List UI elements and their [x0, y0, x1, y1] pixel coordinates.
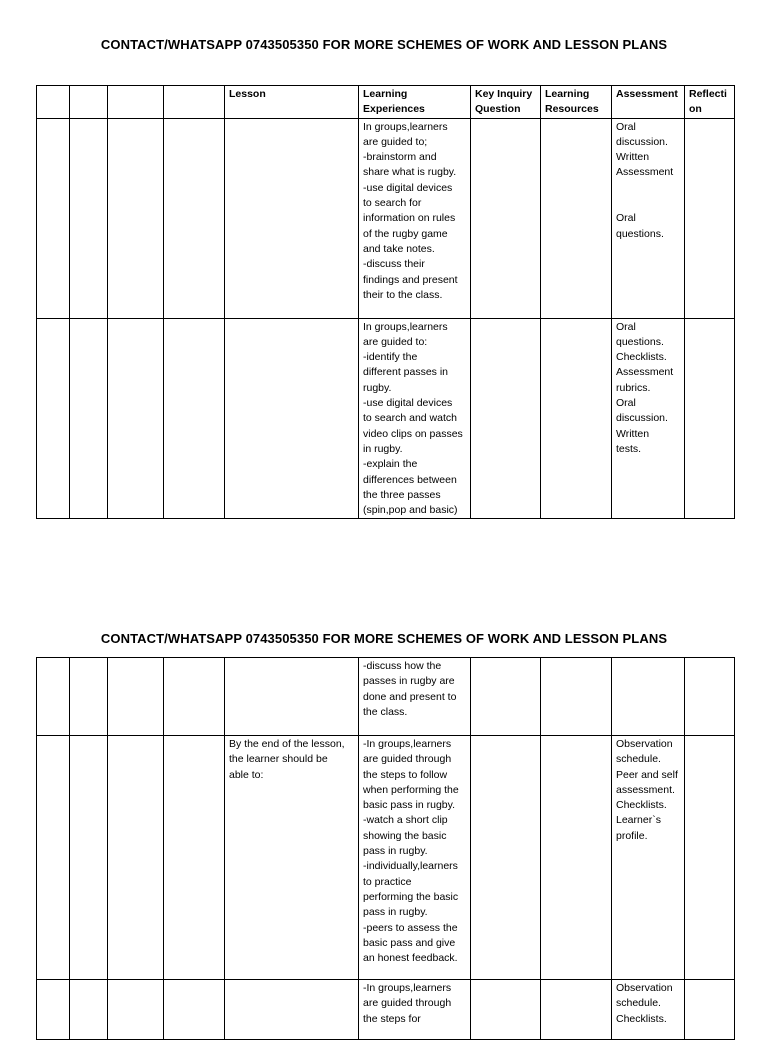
- header-cell-empty: [108, 86, 164, 119]
- learning-resources-cell: [541, 318, 612, 519]
- key-inquiry-cell: [471, 736, 541, 980]
- learning-experiences-cell: -In groups,learners are guided through the steps to follow when performing the basic pass in rugby. -watch a short clip showing the basic pass in rugby. -individually,learners to practice performing the basic pass in rugby. -peers to assess the basic pass and give an honest feedback.: [359, 736, 471, 980]
- header-cell-empty: [164, 86, 225, 119]
- lesson-cell: [225, 980, 359, 1040]
- scheme-table-page-2: [36, 657, 735, 1040]
- header-learning-experiences: Learning Experiences: [359, 86, 471, 119]
- table-row: [37, 118, 735, 318]
- key-inquiry-cell: [471, 318, 541, 519]
- reflection-cell: [685, 658, 735, 736]
- reflection-cell: [685, 980, 735, 1040]
- header-key-inquiry-question: Key Inquiry Question: [471, 86, 541, 119]
- learning-resources-cell: [541, 980, 612, 1040]
- key-inquiry-cell: [471, 118, 541, 318]
- learning-experiences-cell: In groups,learners are guided to: -identify the different passes in rugby. -use digital devices to search and watch video clips on passes in rugby. -explain the differences between the three passes (spin,pop and basic): [359, 318, 471, 519]
- header-reflection: Reflecti on: [685, 86, 735, 119]
- table-row: [37, 736, 735, 980]
- assessment-cell: Oral discussion. Written Assessment Oral questions.: [612, 118, 685, 318]
- header-lesson: Lesson: [225, 86, 359, 119]
- reflection-cell: [685, 736, 735, 980]
- learning-resources-cell: [541, 658, 612, 736]
- learning-experiences-cell: -discuss how the passes in rugby are done and present to the class.: [359, 658, 471, 736]
- learning-resources-cell: [541, 736, 612, 980]
- table-header-row: [37, 86, 735, 119]
- lesson-cell: By the end of the lesson, the learner should be able to:: [225, 736, 359, 980]
- lesson-cell: [225, 118, 359, 318]
- lesson-cell: [225, 658, 359, 736]
- assessment-cell: Observation schedule. Checklists.: [612, 980, 685, 1040]
- table-row: [37, 658, 735, 736]
- header-learning-resources: Learning Resources: [541, 86, 612, 119]
- page-header: CONTACT/WHATSAPP 0743505350 FOR MORE SCHEMES OF WORK AND LESSON PLANS: [100, 37, 668, 52]
- key-inquiry-cell: [471, 658, 541, 736]
- table-row: [37, 318, 735, 519]
- reflection-cell: [685, 318, 735, 519]
- header-assessment: Assessment: [612, 86, 685, 119]
- lesson-cell: [225, 318, 359, 519]
- table-row: [37, 980, 735, 1040]
- assessment-cell: Oral questions. Checklists. Assessment rubrics. Oral discussion. Written tests.: [612, 318, 685, 519]
- header-cell-empty: [70, 86, 108, 119]
- header-cell-empty: [37, 86, 70, 119]
- learning-experiences-cell: -In groups,learners are guided through the steps for: [359, 980, 471, 1040]
- learning-experiences-cell: In groups,learners are guided to; -brainstorm and share what is rugby. -use digital devices to search for information on rules of the rugby game and take notes. -discuss their findings and present their to the class.: [359, 118, 471, 318]
- learning-resources-cell: [541, 118, 612, 318]
- key-inquiry-cell: [471, 980, 541, 1040]
- page-header: CONTACT/WHATSAPP 0743505350 FOR MORE SCHEMES OF WORK AND LESSON PLANS: [100, 631, 668, 646]
- reflection-cell: [685, 118, 735, 318]
- scheme-table-page-1: [36, 85, 735, 519]
- assessment-cell: Observation schedule. Peer and self assessment. Checklists. Learner`s profile.: [612, 736, 685, 980]
- assessment-cell: [612, 658, 685, 736]
